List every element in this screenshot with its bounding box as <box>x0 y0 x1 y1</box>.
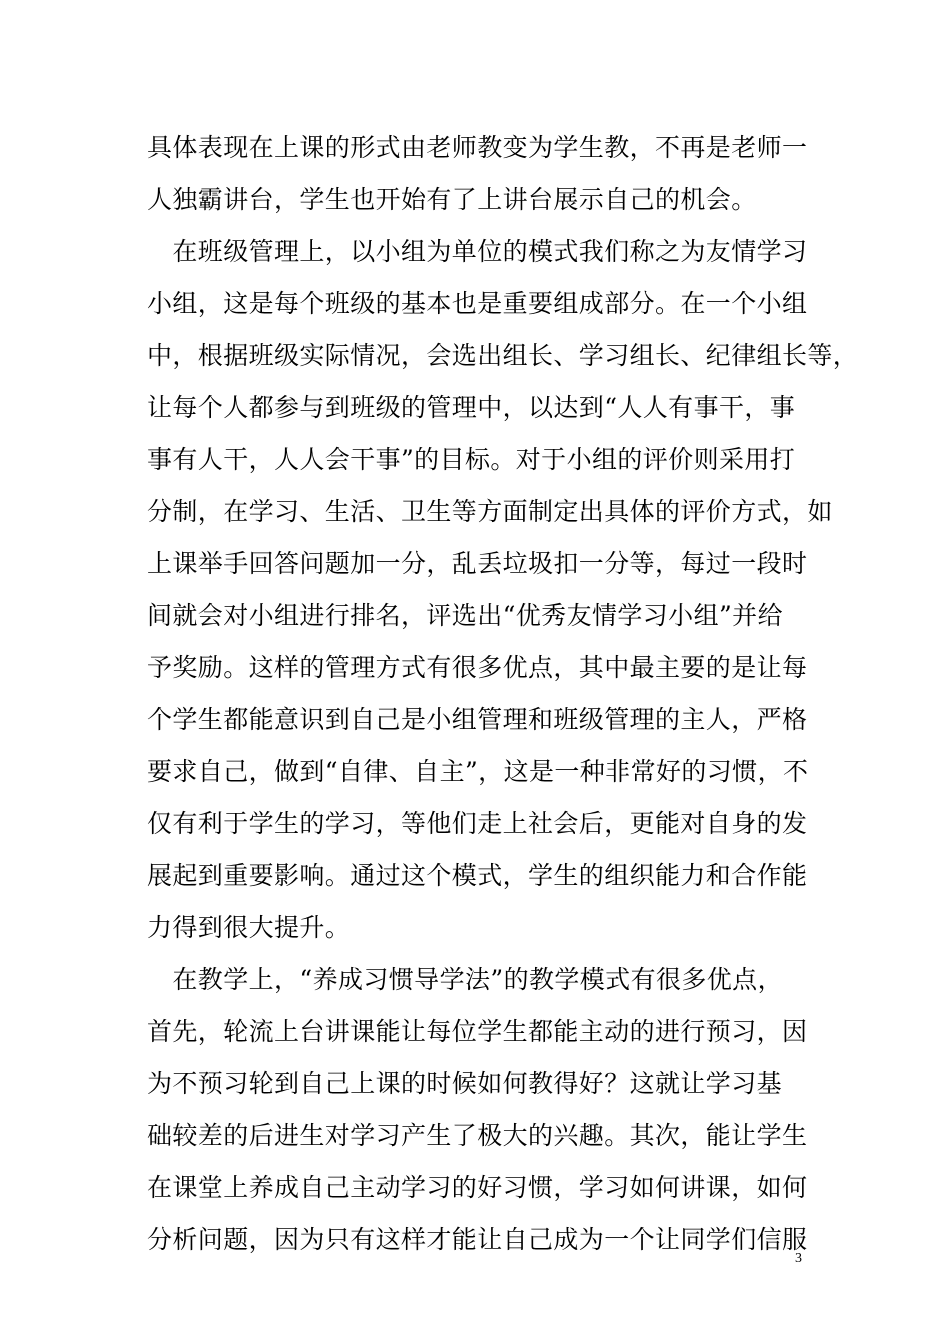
text-line: 具体表现在上课的形式由老师教变为学生教，不再是老师一 <box>147 133 808 162</box>
text-line: 仅有利于学生的学习，等他们走上社会后，更能对自身的发 <box>147 809 808 838</box>
page-number: 3 <box>795 1251 802 1266</box>
text-line: 础较差的后进生对学习产生了极大的兴趣。其次，能让学生 <box>147 1121 808 1150</box>
text-line: 要求自己，做到“自律、自主”，这是一种非常好的习惯，不 <box>147 757 809 786</box>
text-line: 力得到很大提升。 <box>147 913 351 942</box>
text-line: 展起到重要影响。通过这个模式，学生的组织能力和合作能 <box>147 861 808 890</box>
text-line: 为不预习轮到自己上课的时候如何教得好？这就让学习基 <box>147 1069 783 1098</box>
text-line: 在教学上，“养成习惯导学法”的教学模式有很多优点， <box>147 965 783 994</box>
text-line: 事有人干，人人会干事”的目标。对于小组的评价则采用打 <box>147 445 796 474</box>
text-line: 上课举手回答问题加一分，乱丢垃圾扣一分等，每过一段时 <box>147 549 808 578</box>
text-line: 小组，这是每个班级的基本也是重要组成部分。在一个小组 <box>147 289 808 318</box>
text-line: 在班级管理上，以小组为单位的模式我们称之为友情学习 <box>147 237 808 266</box>
text-line: 分制，在学习、生活、卫生等方面制定出具体的评价方式，如 <box>147 497 833 526</box>
text-line: 个学生都能意识到自己是小组管理和班级管理的主人，严格 <box>147 705 808 734</box>
text-line: 分析问题，因为只有这样才能让自己成为一个让同学们信服 <box>147 1225 808 1254</box>
text-line: 首先，轮流上台讲课能让每位学生都能主动的进行预习，因 <box>147 1017 808 1046</box>
text-line: 让每个人都参与到班级的管理中，以达到“人人有事干，事 <box>147 393 796 422</box>
text-line: 间就会对小组进行排名，评选出“优秀友情学习小组”并给 <box>147 601 783 630</box>
text-line: 人独霸讲台，学生也开始有了上讲台展示自己的机会。 <box>147 185 757 214</box>
text-line: 在课堂上养成自己主动学习的好习惯，学习如何讲课，如何 <box>147 1173 808 1202</box>
text-line: 予奖励。这样的管理方式有很多优点，其中最主要的是让每 <box>147 653 808 682</box>
text-line: 中，根据班级实际情况，会选出组长、学习组长、纪律组长等， <box>147 341 859 370</box>
